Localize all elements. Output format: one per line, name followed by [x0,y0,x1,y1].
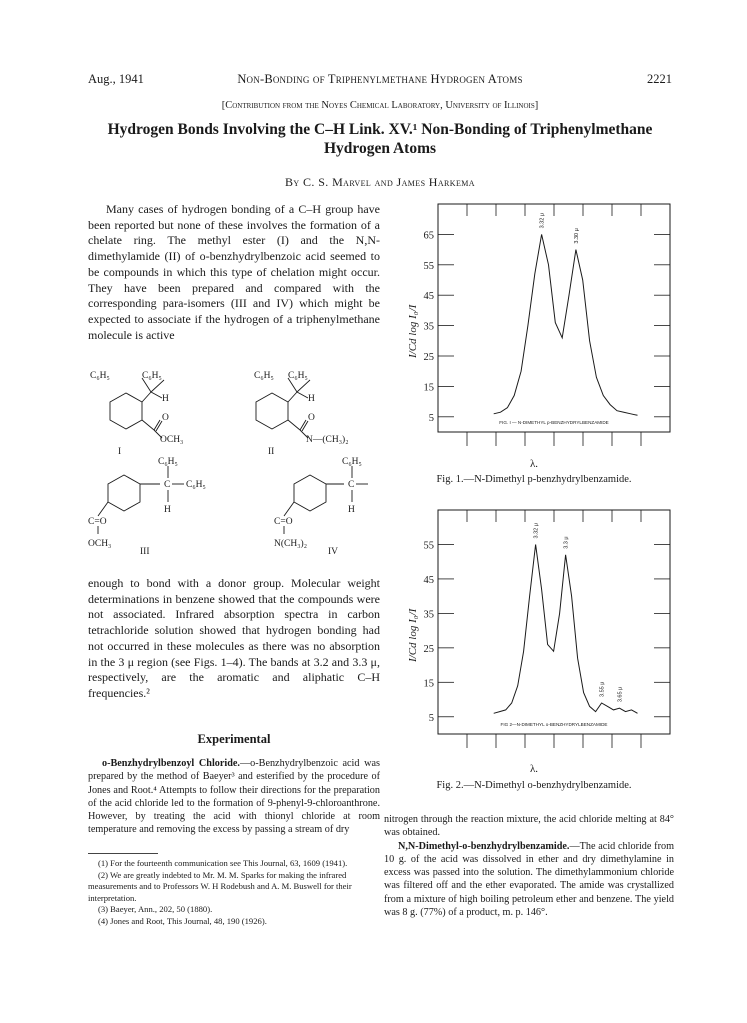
title-line-2: Hydrogen Atoms [323,140,437,157]
experimental-text: —o-Benzhydrylbenzoic acid was prepared by the method of Baeyer³ and esterified by the procedure of Jones and Root.⁴ Attempts to follow their directions for the preparation of the acid chloride led to the formation of 9-phenyl-9-chloroanthrone. However, by treating the acid with thionyl chloride at room temperature and removing the excess by passing a stream of dry [88,758,380,836]
label-o: O [308,413,315,423]
y-tick-label: 15 [423,382,434,394]
continuation-paragraph: enough to bond with a donor group. Molecular weight determinations in benzene showed that the compounds were not associated. Infrared absorption spectra in carbon tetrachloride solution showed that hydrogen bonding had not occurred in these molecules as there was no absorption in the 3 μ region (see Figs. 1–4). The bands at 3.2 and 3.3 μ, respectively, are the aromatic and aliphatic C–H frequencies.² [88,576,380,700]
label-c6h5: C₆H₅ [158,457,178,467]
label-h: H [164,505,171,515]
y-tick-label: 55 [423,540,434,552]
y-tick-label: 55 [423,260,434,272]
footnote: (1) For the fourteenth communication see This Journal, 63, 1609 (1941). [98,858,348,868]
label-c: C [164,480,171,490]
y-tick-label: 35 [423,321,434,333]
label-och3: OCH₃ [160,435,184,445]
label-co: C=O [274,517,293,527]
label-nch3: N—(CH₃)₂ [306,435,349,445]
contribution-line: [Contribution from the Noyes Chemical Laboratory, University of Illinois] [221,100,539,111]
peak-label: 3.32 μ [533,523,540,539]
label-h: H [348,505,355,515]
figure-2-chart [398,500,674,762]
right-column-text [384,813,674,919]
figure-1-xlabel: λ. [529,458,539,470]
label-c6h5: C₆H₅ [254,371,274,381]
figure-inner-label: FIG 2—N-DIMETHYL o-BENZHYDRYLBENZAMIDE [500,722,608,727]
label-co: C=O [88,517,107,527]
benzene-ring-I [110,393,142,429]
label-nch3: N(CH₃)₂ [274,539,308,549]
figure-1-chart [398,198,674,458]
label-c6h5: C₆H₅ [288,371,308,381]
label-c: C [348,480,355,490]
label-c6h5: C₆H₅ [90,371,110,381]
peak-label: 3.32 μ [539,212,546,229]
running-title: Non-Bonding of Triphenylmethane Hydrogen Atoms [237,72,523,86]
footnote: (4) Jones and Root, This Journal, 48, 190 (1926). [98,915,267,926]
right-paragraph-2 [384,840,674,920]
figure-1-caption: Fig. 1.—N-Dimethyl p-benzhydrylbenzamide. [436,474,632,485]
label-o: O [162,413,169,423]
plot-frame [438,204,670,432]
label-h: H [162,394,169,404]
y-tick-label: 5 [428,712,434,724]
label-och3: OCH₃ [88,539,112,549]
figure-2-caption: Fig. 2.—N-Dimethyl o-benzhydrylbenzamide. [436,780,632,791]
figure-2-xlabel: λ. [529,763,539,775]
label-compound-III: III [140,547,150,557]
right-paragraph-2-text: —The acid chloride from 10 g. of the acid was dissolved in ether and dry dimethylamine in excess was passed into the solution. The dimethylammonium chloride was filtered off and the ether evaporated. The amide was crystallized from a mixture of high boiling petroleum ether and benzene. The yield was 8 g. (77%) of a product, m. p. 146°. [384,840,674,919]
page-header [88,72,672,90]
section-run-in: N,N-Dimethyl-o-benzhydrylbenzamide. [398,840,570,852]
section-run-in: o-Benzhydrylbenzoyl Chloride. [102,758,240,769]
y-tick-label: 5 [428,412,434,424]
footnote-rule [88,853,158,854]
title-line-1: Hydrogen Bonds Involving the C–H Link. XV.¹ Non-Bonding of Triphenylmethane [107,121,653,138]
header-date: Aug., 1941 [88,72,144,86]
experimental-paragraph [88,757,380,837]
peak-label: 3.65 μ [617,686,624,703]
benzene-ring-II [256,393,288,429]
y-tick-label: 45 [423,574,434,586]
y-tick-label: 15 [423,678,434,690]
spectrum-line [494,234,638,415]
y-tick-label: 25 [423,643,434,655]
plot-frame [438,510,670,734]
footnotes [88,858,380,927]
intro-paragraph: Many cases of hydrogen bonding of a C–H group have been reported but none of these involves the formation of a chelate ring. The methyl ester (I) and the N,N-dimethylamide (II) of o-benzhydrylbenzoic acid seemed to be compounds in which this type of chelation might occur. They have been prepared and compared with the corresponding para-isomers (III and IV) which might be expected to associate if the hydrogen of a triphenylmethane molecule is active [88,202,380,342]
benzene-ring-III [108,475,140,511]
label-c6h5: C₆H₅ [142,371,162,381]
label-compound-II: II [268,447,275,457]
label-c6h5: C₆H₅ [186,480,206,490]
y-tick-label: 45 [423,291,434,303]
y-tick-label: 25 [423,352,434,363]
footnote: (3) Baeyer, Ann., 202, 50 (1880). [98,904,213,914]
peak-label: 3.3 μ [563,536,570,549]
figure-inner-label: FIG. I — N-DIMETHYL p-BENZHYDRYLBENZAMIDE [499,420,609,425]
benzene-ring-IV [294,475,326,511]
authors: By C. S. Marvel and James Harkema [285,175,475,189]
chemical-structures [88,368,380,568]
label-c6h5: C₆H₅ [342,457,362,467]
y-axis-label: I/Cd log I₀/I [407,304,419,358]
peak-label: 3.30 μ [573,228,580,244]
right-paragraph-1: nitrogen through the reaction mixture, the acid chloride melting at 84° was obtained. [384,814,674,839]
page-number: 2221 [647,72,672,86]
article-title [88,120,672,158]
peak-label: 3.55 μ [599,681,606,697]
y-tick-label: 35 [423,609,434,621]
spectrum-line [494,545,638,714]
experimental-heading: Experimental [197,732,271,746]
label-h: H [308,394,315,404]
label-compound-I: I [118,447,122,457]
y-axis-label: I/Cd log I₀/I [407,608,419,662]
label-compound-IV: IV [328,547,339,557]
footnote: (2) We are greatly indebted to Mr. M. M. Sparks for making the infrared measurements and to Professors W. H Rodebush and A. M. Buswell for their interpretation. [88,869,352,903]
y-tick-label: 65 [423,230,434,242]
